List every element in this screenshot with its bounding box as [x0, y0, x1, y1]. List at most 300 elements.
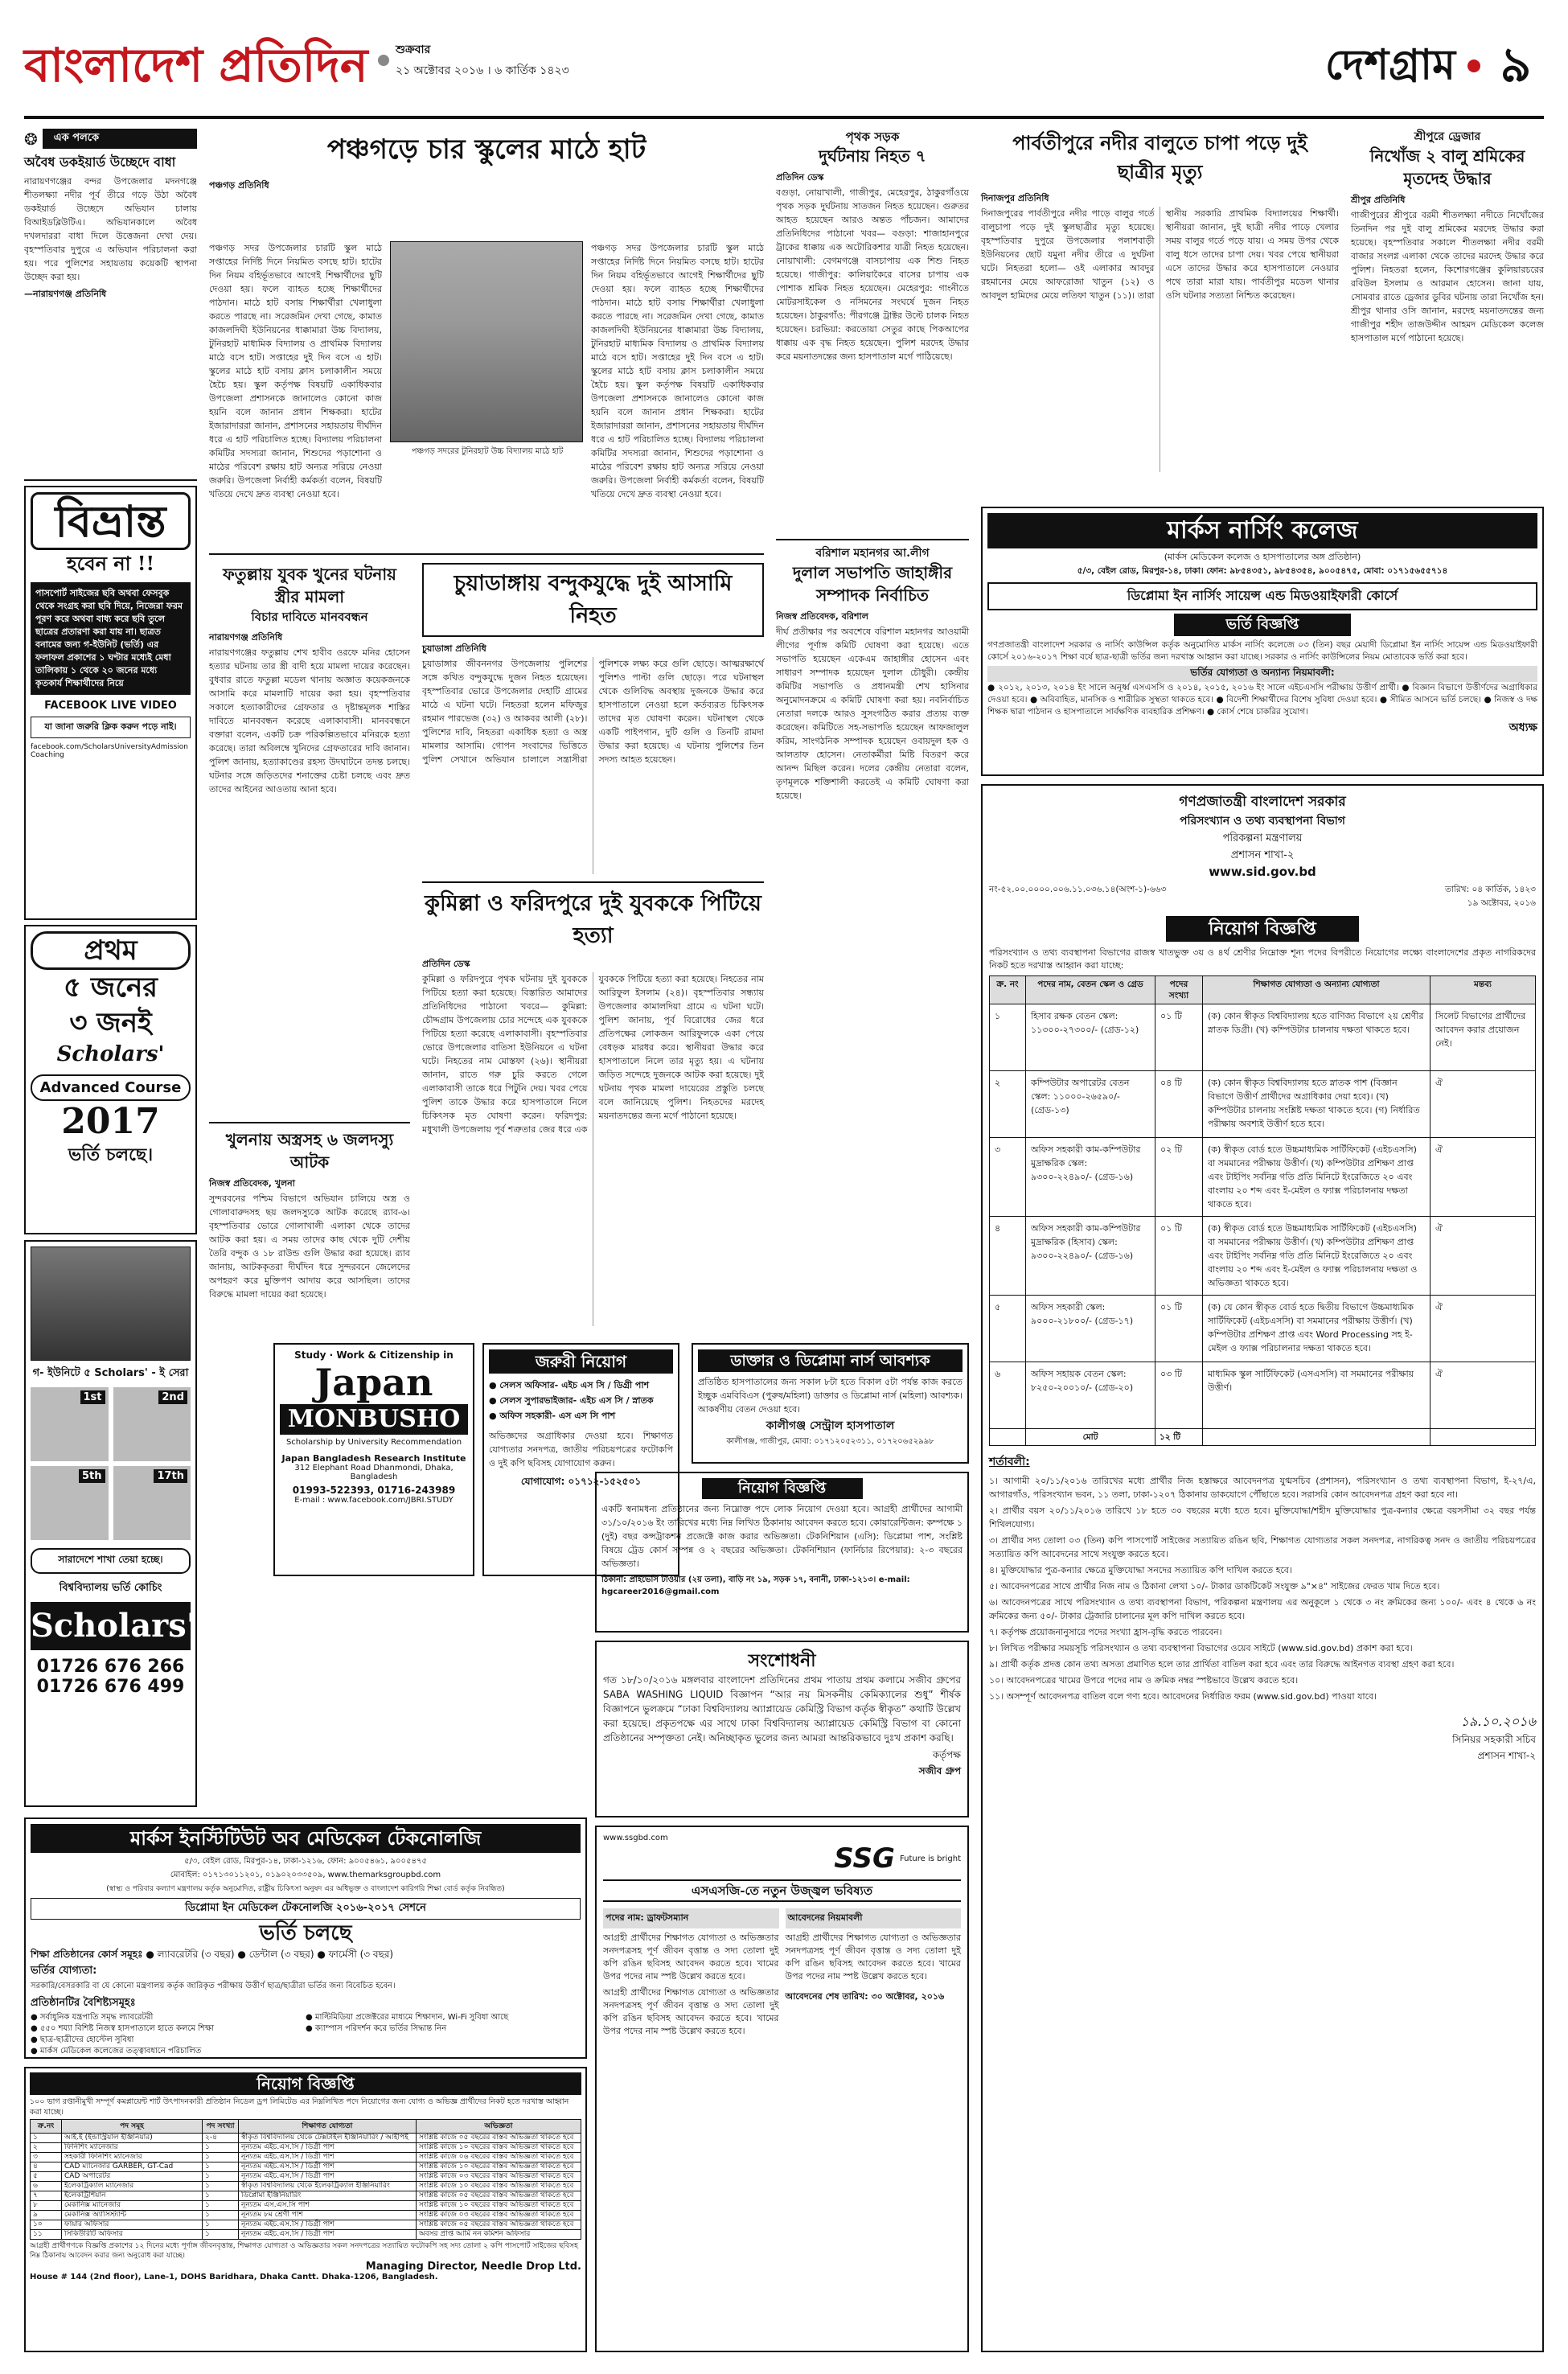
table-cell: (ক) কোন স্বীকৃত বিশ্ববিদ্যালয় হতে স্নাতক পাশ (বিজ্ঞান বিভাগে উত্তীর্ণ প্রার্থীদের অগ্রাধিকার দেয়া হবে)। (খ) কম্পিউটার চালনায় সংশ্লিষ্ট দক্ষতা থাকতে হবে। (গ) নির্ধারিত পরীক্ষায় অবশ্যই উত্তীর্ণ হতে হবে। [1203, 1071, 1430, 1138]
table-cell: ১০ [31, 2220, 62, 2230]
marks-nursing-subtitle: (মার্কস মেডিকেল কলেজ ও হাসপাতালের অঙ্গ প্রতিষ্ঠান) [1164, 552, 1361, 562]
col-header: পদের সংখ্যা [1155, 976, 1203, 1004]
govt-date [1445, 884, 1536, 911]
parbatipur-body: দিনাজপুরের পার্বতীপুরে নদীর পাড়ে বালুর গর্তে বালুচাপা পড়ে দুই স্কুলছাত্রীর মৃত্যু হয়েছে। বৃহস্পতিবার দুপুরে উপজেলার পলাশবাড়ী ইউনিয়নের ছোট যমুনা নদীর তীরে এ দুর্ঘটনা ঘটে। নিহতরা হলো— ওই এলাকার আবদুর রহমানের মেয়ে আফরোজা খাতুন (১২) ও আবদুল হামিদের মেয়ে লতিফা খাতুন (১১)। তারা স্থানীয় সরকারি প্রাথমিক বিদ্যালয়ের শিক্ষার্থী। স্থানীয়রা জানান, দুই ছাত্রী নদীর পাড়ে খেলার সময় বালুর গর্তে পড়ে যায়। এ সময় উপর থেকে বালু ধসে তাদের চাপা দেয়। খবর পেয়ে স্থানীয়রা এসে তাদের উদ্ধার করে হাসপাতালে নেওয়ার পথে তারা মারা যায়। পার্বতীপুর মডেল থানার ওসি ঘটনার সত্যতা নিশ্চিত করেছেন। [981, 208, 1339, 301]
table-row [31, 2211, 581, 2220]
terms-title: শর্তাবলী: [989, 1456, 1030, 1468]
marks-nursing-title: মার্কস নার্সিং কলেজ [987, 513, 1537, 548]
ssg-post-2: আবেদনের নিয়মাবলী [786, 1908, 962, 1928]
table-cell: ৬ [31, 2182, 62, 2191]
total-label: মোট [1026, 1429, 1155, 1446]
chuadanga-dateline: চুয়াডাঙ্গা প্রতিনিধি [422, 643, 486, 654]
table-cell: ৪ [31, 2162, 62, 2172]
ssg-body: আগ্রহী প্রার্থীদের শিক্ষাগত যোগ্যতা ও অভিজ্ঞতার সনদপত্রসহ পূর্ণ জীবন বৃত্তান্ত ও সদ্য তোলা দুই কপি রঙিন ছবিসহ আবেদন করতে হবে। খামের উপর পদের নাম স্পষ্ট উল্লেখ করতে হবে। [603, 1932, 779, 1982]
col-header: শিক্ষাগত যোগ্যতা [239, 2120, 417, 2134]
feat-item: ● মার্কস মেডিকেল কলেজের তত্ত্বাবধানে পরিচালিত [31, 2047, 202, 2056]
table-cell: ইলেকট্রিক্যাল ম্যানেজার [62, 2182, 203, 2191]
khulna-body: সুন্দরবনের পশ্চিম বিভাগে অভিযান চালিয়ে অস্ত্র ও গোলাবারুদসহ ছয় জলদস্যুকে আটক করেছে র‌্যাব-৬। বৃহস্পতিবার ভোরে গোলাখালী এলাকা থেকে তাদের আটক করা হয়। এ সময় তাদের কাছ থেকে দুটি দেশীয় তৈরি বন্দুক ও ১৮ রাউন্ড গুলি উদ্ধার করা হয়েছে। র‌্যাব জানায়, আটককৃতরা দীর্ঘদিন ধরে সুন্দরবনে জেলেদের অপহরণ করে মুক্তিপণ আদায় করে আসছিল। তাদের বিরুদ্ধে মামলা দায়ের করা হয়েছে। [209, 1193, 410, 1300]
table-cell: সংশ্লিষ্ট কাজে ০৫ বছরের বাস্তব অভিজ্ঞতা থাকতে হবে [416, 2191, 581, 2201]
marks-nursing-qual-title: ভর্তির যোগ্যতা ও অন্যান্য নিয়মাবলী: [987, 666, 1537, 682]
table-row [31, 2191, 581, 2201]
table-cell: অবসর প্রাপ্ত আর্মি নন কমিশন অফিসার [416, 2230, 581, 2240]
ek-polok-body: নারায়ণগঞ্জের বন্দর উপজেলার মদনগঞ্জে শীতলক্ষ্যা নদীর পূর্ব তীরে গড়ে উঠা অবৈধ ডকইয়ার্ড উচ্ছেদে অভিযান চালায় বিআইডব্লিউটিএ। অভিযানকালে অবৈধ দখলদাররা বাধা দিলে উত্তেজনা দেখা দেয়। বৃহস্পতিবার দুপুরে এ অভিযান পরিচালনা করা হয়। পরে পুলিশের সহায়তায় কয়েকটি স্থাপনা উচ্ছেদ করা হয়। [24, 176, 197, 282]
govt-sign-block [989, 1711, 1536, 1765]
table-row [990, 1296, 1536, 1362]
jorori-item-2: ● সেলস সুপারভাইজার- এইচ এস সি / স্নাতক [489, 1395, 654, 1406]
ssg-tagline: Future is bright [899, 1854, 961, 1863]
ek-polok-headline: অবৈধ ডকইয়ার্ড উচ্ছেদে বাধা [24, 154, 176, 170]
subjects-row [31, 1947, 581, 1961]
needle-table [30, 2119, 581, 2240]
col-header: ক্র.নং [31, 2120, 62, 2134]
lead-story [209, 129, 764, 547]
total-value: ১২ টি [1155, 1429, 1203, 1446]
table-cell: সিকিউরিটি অফিসার [62, 2230, 203, 2240]
term-item: ২। প্রার্থীর বয়স ২০/১১/২০১৬ তারিখে ১৮ হতে ৩০ বছরের মধ্যে হতে হবে। মুক্তিযোদ্ধা/শহীদ মুক্তিযোদ্ধার পুত্র-কন্যার ক্ষেত্রে বয়সসীমা ৩২ বছর পর্যন্ত শিথিলযোগ্য। [989, 1505, 1536, 1530]
ssg-post-1: পদের নাম: ড্রাফটসম্যান [603, 1908, 779, 1928]
terms-list [989, 1474, 1536, 1703]
jorori-item-3: ● অফিস সহকারী- এস এস সি পাশ [489, 1411, 616, 1421]
table-row [990, 1004, 1536, 1071]
table-cell: সংশ্লিষ্ট কাজে ০৬ বছরের বাস্তব অভিজ্ঞতা থাকতে হবে [416, 2153, 581, 2162]
term-item: ১। আগামী ২০/১১/২০১৬ তারিখের মধ্যে প্রার্থীর নিজ হস্তাক্ষরে আবেদনপত্র যুগ্মসচিব (প্রশাসন), পরিসংখ্যান ও তথ্য ব্যবস্থাপনা বিভাগ, ই-২৭/এ, আগারগাঁও, পরিসংখ্যান ভবন, ১১ তলা, ঢাকা-১২০৭ ঠিকানায় ডাকযোগে পৌঁছাতে হবে। সরাসরি কোন আবেদনপত্র গ্রহণ করা হবে না। [989, 1476, 1536, 1500]
marks-nursing-address[interactable]: ৫/৩, বেইল রোড, মিরপুর-১৪, ঢাকা। ফোন: ৯৮৫৪৩৫১, ৯৮৫৪৩৫৪, ৯০০৫৪৭৫, মোবা: ০১৭১৫৬৫৫৭১৪ [1077, 566, 1448, 576]
table-cell: সংশ্লিষ্ট কাজে ০৩ বছরের বাস্তব অভিজ্ঞতা থাকতে হবে [416, 2211, 581, 2220]
col-header: মন্তব্য [1430, 976, 1536, 1004]
table-cell: (ক) যে কোন স্বীকৃত বোর্ড হতে দ্বিতীয় বিভাগে উচ্চমাধ্যমিক সার্টিফিকেট (এইচএসসি) বা সমমানের পরীক্ষায় উত্তীর্ণ। (খ) কম্পিউটার প্রশিক্ষণ প্রাপ্ত এবং Word Processing সহ ই-মেইল ও ফ্যাক্স পরিচালনার দক্ষতা থাকতে হবে। [1203, 1296, 1430, 1362]
bibhranto-cta[interactable]: যা জানা জরুরি ক্লিক করুন পড়ে নাই। [31, 717, 191, 738]
ssg-logo-row [603, 1842, 961, 1875]
japan-phone[interactable]: 01993-522393, 01716-243989 [292, 1485, 456, 1496]
prothom-line3: ৩ জনই [69, 1007, 152, 1039]
khulna-dateline: নিজস্ব প্রতিবেদক, খুলনা [209, 1178, 295, 1189]
col-header: শিক্ষাগত যোগ্যতা ও অন্যান্য যোগ্যতা [1203, 976, 1430, 1004]
col-header: ক্র. নং [990, 976, 1026, 1004]
table-row [990, 1217, 1536, 1296]
table-cell: ১ [203, 2162, 239, 2172]
needle-sign: Managing Director, Needle Drop Ltd. [365, 2261, 581, 2273]
needle-addr: House # 144 (2nd floor), Lane-1, DOHS Baridhara, Dhaka Cantt. Dhaka-1206, Bangladesh. [30, 2273, 438, 2282]
jorori-item-1: ● সেলস অফিসার- এইচ এস সি / ডিগ্রী পাশ [489, 1380, 650, 1390]
parbatipur-story [981, 129, 1339, 499]
table-row [31, 2143, 581, 2153]
chuadanga-story [422, 563, 764, 877]
marks-nursing-sign: অধ্যক্ষ [1508, 721, 1537, 734]
marks-institute-ad [24, 1817, 587, 2059]
table-cell: সংশ্লিষ্ট কাজে ১০ বছরের বাস্তব অভিজ্ঞতা থাকতে হবে [416, 2182, 581, 2191]
table-cell: নূন্যতম ৮ম শ্রেণী পাশ [239, 2211, 417, 2220]
table-cell: নূন্যতম এইচ.এস.সি / ডিগ্রী পাশ [239, 2162, 417, 2172]
chuadanga-headline[interactable]: চুয়াডাঙ্গায় বন্দুকযুদ্ধে দুই আসামি নিহত [422, 563, 764, 637]
marks-institute-admit: ভর্তি চলছে [259, 1921, 352, 1945]
govt-notice [981, 784, 1544, 2352]
govt-line2: পরিসংখ্যান ও তথ্য ব্যবস্থাপনা বিভাগ [1180, 815, 1345, 828]
newspaper-logo[interactable]: বাংলাদেশ প্রতিদিন [24, 38, 368, 92]
songshodhoni-sign: কর্তৃপক্ষ [932, 1749, 961, 1760]
feat-list [31, 2012, 581, 2057]
table-cell: ০২ টি [1155, 1138, 1203, 1217]
table-cell: ডিপ্লোমা ইঞ্জিনিয়ারিং [239, 2191, 417, 2201]
bibhranto-body: পাসপোর্ট সাইজের ছবি অথবা ফেসবুক থেকে সংগ্রহ করা ছবি দিয়ে, নিজেরা ফরম পূরণ করে অথবা বাধ্য করে ছবি তুলে ছাত্রের প্রতারণা করা যায় না। ছাত্রত বনামের জন্য গ-ইউনিট (ভর্তি) এর ফলাফল প্রকাশের ১ ঘণ্টার মধ্যেই মেধা তালিকায় ১ থেকে ২০ জনের মধ্যে কৃতকার্য শিক্ষার্থীদের নিয়ে [31, 582, 191, 695]
feat-item: ● ৫৫০ শয্যা বিশিষ্ট নিজস্ব হাসপাতালে হাতে কলমে শিক্ষা [31, 2024, 214, 2033]
prithok-story [776, 129, 969, 531]
table-cell: ৫ [990, 1296, 1026, 1362]
comilla-headline[interactable]: কুমিল্লা ও ফরিদপুরে দুই যুবককে পিটিয়ে হত্যা [425, 891, 761, 948]
table-row [31, 2230, 581, 2240]
doctor-org: কালীগঞ্জ সেন্ট্রাল হাসপাতাল [766, 1419, 895, 1432]
table-cell: ৮ [31, 2201, 62, 2211]
table-cell: সংশ্লিষ্ট কাজে ০৫ বছরের বাস্তব অভিজ্ঞতা থাকতে হবে [416, 2220, 581, 2230]
table-cell: ৪ [990, 1217, 1026, 1296]
table-cell: ৬ [990, 1362, 1026, 1429]
term-item: ৯। প্রার্থী কর্তৃক প্রদত্ত কোন তথ্য অসত্য প্রমাণিত হলে তার প্রার্থিতা বাতিল করা হবে এবং তার বিরুদ্ধে আইনগত ব্যবস্থা গ্রহণ করা হবে। [989, 1659, 1455, 1670]
table-row [990, 1138, 1536, 1217]
bibhranto-title: বিভ্রান্ত [31, 492, 191, 550]
feat-item: ● ক্যাম্পাস পরিদর্শন করে ভর্তির সিদ্ধান্ত নিন [306, 2024, 447, 2033]
govt-intro: পরিসংখ্যান ও তথ্য ব্যবস্থাপনা বিভাগের রাজস্ব খাতভুক্ত ৩য় ও ৪র্থ শ্রেণীর নিম্নোক্ত শূন্য পদের বিপরীতে নিয়োগের লক্ষ্যে বাংলাদেশের প্রকৃত নাগরিকদের নিকট হতে দরখাস্ত আহ্বান করা যাচ্ছে: [989, 947, 1536, 971]
subjects-list: ● ল্যাবরেটরি (৩ বছর) ● ডেন্টাল (৩ বছর) ● ফার্মেসী (৩ বছর) [146, 1949, 394, 1960]
table-cell: ইলেকট্রিশিয়ান [62, 2191, 203, 2201]
issue-day: শুক্রবার [396, 43, 431, 56]
table-cell: ৩ [990, 1138, 1026, 1217]
govt-web[interactable]: www.sid.gov.bd [1209, 865, 1316, 879]
term-item: ১১। অসম্পূর্ণ আবেদনপত্র বাতিল বলে গণ্য হবে। আবেদনের নির্ধারিত ফরম (www.sid.gov.bd) পাওয়া যাবে। [989, 1691, 1377, 1702]
toppers-grid [31, 1387, 191, 1540]
table-cell: মেকানিক্স ম্যানেজার [62, 2201, 203, 2211]
prothom-ad [24, 925, 197, 1234]
table-cell: সংশ্লিষ্ট কাজে ০৫ বছরের বাস্তব অভিজ্ঞতা থাকতে হবে [416, 2134, 581, 2143]
course-name: Advanced Course [31, 1074, 191, 1101]
swirl-icon: ❂ [24, 129, 38, 149]
term-item: ৪। মুক্তিযোদ্ধার পুত্র-কন্যার ক্ষেত্রে মুক্তিযোদ্ধা সনদের সত্যায়িত কপি দাখিল করতে হবে। [989, 1565, 1292, 1575]
marks-institute-note: (স্বাস্থ্য ও পরিবার কল্যাণ মন্ত্রণালয় কর্তৃক অনুমোদিত, রাষ্ট্রীয় চিকিৎসা অনুষদ এর অধিভুক্ত ও বাংলাদেশ কারিগরি শিক্ষা বোর্ড কর্তৃক নিবন্ধিত) [106, 1885, 505, 1893]
govt-sign: সিনিয়র সহকারী সচিব [1452, 1734, 1536, 1745]
songshodhoni-title: সংশোধনী [748, 1650, 816, 1671]
term-item: ৫। আবেদনপত্রের সাথে প্রার্থীর নিজ নাম ও ঠিকানা লেখা ১০/- টাকার ডাকটিকেট সংযুক্ত ৯"×৪" সাইজের ফেরত খাম দিতে হবে। [989, 1581, 1440, 1592]
fotullah-subtitle: বিচার দাবিতে মানববন্ধন [251, 610, 368, 624]
govt-date-2: ১৯ অক্টোবর, ২০১৬ [1467, 898, 1536, 908]
table-cell: ১ [203, 2211, 239, 2220]
jorori-contact[interactable]: যোগাযোগ: ০১৭১২-১৫২৫০১ [520, 1476, 642, 1487]
marks-institute-web[interactable]: মোবাইল: ০১৭১৩০১১২০১, ০১৯০২০৩৩৫০৯, www.themarksgroupbd.com [170, 1871, 441, 1879]
niyog-small-body: একটি স্বনামধন্য প্রতিষ্ঠানের জন্য নিম্নোক্ত পদে লোক নিয়োগ দেওয়া হবে। আগ্রহী প্রার্থীদের আগামী ৩১/১০/২০১৬ ইং তারিখের মধ্যে নিম্ন লিখিত ঠিকানায় আবেদন করতে হবে। কোয়ারেন্টিজন: কম্পক্ষে ১ (দুই) বছর কন্সট্রাকশন প্রজেক্টে কাজ করার অভিজ্ঞতা। টেকনিশিয়ান (এসি): ডিপ্লোমা পাশ, সংশ্লিষ্ট বিষয়ে ট্রেড কোর্স সম্পন্ন ও ২ বছরের অভিজ্ঞতা। টেকনিশিয়ান (ফার্নিচার রিপেয়ার): ২-৩ বছরের অভিজ্ঞতা। [601, 1504, 963, 1569]
sreepur-story [1351, 129, 1544, 499]
signature: ১৯.১০.২০১৬ [1460, 1714, 1536, 1729]
ssg-body-3: আগ্রহী প্রার্থীদের শিক্ষাগত যোগ্যতা ও অভিজ্ঞতার সনদপত্রসহ পূর্ণ জীবন বৃত্তান্ত ও সদ্য তোলা দুই কপি রঙিন ছবিসহ আবেদন করতে হবে। খামের উপর পদের নাম স্পষ্ট উল্লেখ করতে হবে। [785, 1932, 961, 1982]
table-cell: ১ [203, 2220, 239, 2230]
ssg-website[interactable]: www.ssgbd.com [603, 1834, 668, 1842]
table-cell: ৯ [31, 2211, 62, 2220]
doctor-ad [692, 1343, 969, 1464]
barishal-headline[interactable]: দুলাল সভাপতি জাহাঙ্গীর সম্পাদক নির্বাচিত [792, 563, 953, 605]
needle-drop-ad [24, 2067, 587, 2352]
needle-footer: আগ্রহী প্রার্থীগণকে বিজ্ঞপ্তি প্রকাশের ১২ দিনের মধ্যে পূর্ণাঙ্গ জীবনবৃত্তান্ত, শিক্ষাগত যোগ্যতা ও অভিজ্ঞতার সকল সনদপত্রের সত্যায়িত ফটোকপি সহ সদ্য তোলা ২ কপি পাসপোর্ট সাইজের ছবিসহ নিম্ন ঠিকানায় আবেদন করার জন্য অনুরোধ করা যাচ্ছে। [30, 2242, 578, 2260]
niyog-small-title: নিয়োগ বিজ্ঞপ্তি [702, 1478, 863, 1499]
feat-item: ● সর্বাধুনিক যন্ত্রপাতি সমৃদ্ধ ল্যাবরেটরী [31, 2013, 154, 2022]
ssg-deadline: আবেদনের শেষ তারিখ: ৩০ অক্টোবর, ২০১৬ [785, 1991, 945, 2002]
barishal-story [776, 539, 969, 1335]
photo-caption: পঞ্চগড় সদরের টুনিরহাট উচ্চ বিদ্যালয় মাঠে হাট [411, 447, 564, 456]
table-cell: অফিস সহকারী কাম-কম্পিউটার মুদ্রাক্ষরিক (হিসাব) স্কেল: ৯৩০০-২২৪৯০/- (গ্রেড-১৬) [1026, 1217, 1155, 1296]
table-cell: স্বীকৃত বিশ্ববিদ্যালয় থেকে ইলেকট্রিক্যাল ইঞ্জিনিয়ারিং [239, 2182, 417, 2191]
jorori-body: অভিজ্ঞদের অগ্রাধিকার দেওয়া হবে। শিক্ষাগত যোগ্যতার সনদপত্র, জাতীয় পরিচয়পত্রের ফটোকপি ও দুই কপি ছবিসহ যোগাযোগ করুন। [489, 1431, 673, 1468]
japan-addr: 312 Elephant Road Dhanmondi, Dhaka, Bangladesh [294, 1464, 454, 1481]
barishal-kicker: বরিশাল মহানগর আ.লীগ [815, 547, 930, 560]
needle-title: নিয়োগ বিজ্ঞপ্তি [30, 2072, 581, 2095]
govt-line4: প্রশাসন শাখা-২ [1230, 849, 1295, 861]
table-cell: আই.ই (ইন্ডাস্ট্রিয়াল ইঞ্জিনিয়ার) [62, 2134, 203, 2143]
divider [209, 553, 764, 555]
fotullah-dateline: নারায়ণগঞ্জ প্রতিনিধি [209, 632, 283, 643]
marks-nursing-admit: ভর্তি বিজ্ঞপ্তি [1174, 614, 1351, 636]
ssg-col-left [603, 1908, 779, 2038]
barishal-body: দীর্ঘ প্রতীক্ষার পর অবশেষে বরিশাল মহানগর আওয়ামী লীগের পূর্ণাঙ্গ কমিটি ঘোষণা করা হয়েছে। এতে সভাপতি হয়েছেন একেএম জাহাঙ্গীর হোসেন এবং সাধারণ সম্পাদক হয়েছেন দুলাল চৌধুরী। কেন্দ্রীয় কমিটির সভাপতি ও প্রধানমন্ত্রী শেখ হাসিনার অনুমোদনক্রমে এ কমিটি ঘোষণা করা হয়। নবনির্বাচিত নেতারা দলকে আরও সুসংগঠিত করার প্রত্যয় ব্যক্ত করেছেন। কমিটিতে সহ-সভাপতি হয়েছেন আফজালুল করিম, সাংগঠনিক সম্পাদক হয়েছেন ওবায়দুল হক ও আলতাফ হোসেন। নেতাকর্মীরা মিষ্টি বিতরণ করে আনন্দ মিছিল করেন। দলের কেন্দ্রীয় নেতারা বলেন, তৃণমূলকে শক্তিশালী করতেই এ কমিটি ঘোষণা করা হয়েছে। [776, 626, 969, 801]
table-cell: CAD অপারেটর [62, 2172, 203, 2182]
songshodhoni-body: গত ১৮/১০/২০১৬ মঙ্গলবার বাংলাদেশ প্রতিদিনের প্রথম পাতায় প্রথম কলামে সজীব গ্রুপের SABA WASHING LIQUID বিজ্ঞাপন “আর নয় মিসকনীয় কেমিক্যালের শুধু” শীর্ষক বিজ্ঞাপনে ভুলক্রমে “ঢাকা বিশ্ববিদ্যালয় অ্যাপ্লায়েড কেমিস্ট্রি বিভাগ কর্তৃক স্বীকৃত” কথাটি উল্লেখ করা হয়েছে। প্রকৃতপক্ষে এর সাথে ঢাকা বিশ্ববিদ্যালয় অ্যাপ্লায়েড কেমিস্ট্রি বিভাগ বা কোনো প্রতিষ্ঠানের সম্পৃক্ততা নেই। অনিচ্ছাকৃত ভুলের জন্য আমরা আন্তরিকভাবে দুঃখ প্রকাশ করছি। [603, 1674, 961, 1744]
monbusho-sub: Scholarship by University Recommendation [285, 1438, 462, 1447]
prothom-line2: ৫ জনের [64, 971, 158, 1004]
table-row [990, 1071, 1536, 1138]
red-dot-icon [1467, 60, 1480, 72]
table-cell: ফিনিশিং ম্যানেজার [62, 2143, 203, 2153]
scholars-ad [24, 1240, 197, 1807]
facebook-live: FACEBOOK LIVE VIDEO [44, 700, 177, 712]
table-cell: ২ [31, 2143, 62, 2153]
feat-item: ● ছাত্র-ছাত্রীদের হোস্টেল সুবিধা [31, 2035, 134, 2044]
table-cell: ১ [31, 2134, 62, 2143]
fotullah-headline[interactable]: ফতুল্লায় যুবক খুনের ঘটনায় স্ত্রীর মামলা [223, 565, 396, 606]
table-cell: ১ [203, 2172, 239, 2182]
divider [24, 479, 197, 481]
ssg-body-2: আগ্রহী প্রার্থীদের শিক্ষাগত যোগ্যতা ও অভিজ্ঞতার সনদপত্রসহ পূর্ণ জীবন বৃত্তান্ত ও সদ্য তোলা দুই কপি রঙিন ছবিসহ আবেদন করতে হবে। খামের উপর পদের নাম স্পষ্ট উল্লেখ করতে হবে। [603, 1987, 779, 2036]
table-cell: ২-৪ [203, 2134, 239, 2143]
table-cell: ৩ [31, 2153, 62, 2162]
japan-email[interactable]: E-mail : www.facebook.com/JBRI.STUDY [294, 1496, 454, 1505]
table-cell: ১১ [31, 2230, 62, 2240]
page-number: ৯ [1500, 37, 1532, 93]
marks-institute-address: ৫/৩, বেইল রোড, মিরপুর-১৪, ঢাকা-১২১৬, ফোন: ৯০০৫৪৬১, ৯০০৫৪৭৫ [184, 1857, 427, 1866]
songshodhoni-org: সজীব গ্রুপ [918, 1765, 961, 1776]
bibhranto-ad [24, 486, 197, 920]
table-cell: সহকারী ফিনিশিং ম্যানেজার [62, 2153, 203, 2162]
prothom-line1: প্রথম [31, 931, 191, 970]
phone-1[interactable]: 01726 676 266 [36, 1657, 185, 1677]
table-row [31, 2182, 581, 2191]
marks-nursing-course: ডিপ্লোমা ইন নার্সিং সায়েন্স এন্ড মিডওয়াইফারী কোর্সে [987, 582, 1537, 610]
table-cell: ঐ [1430, 1296, 1536, 1362]
table-cell: নূন্যতম এইচ.এস.সি / ডিগ্রী পাশ [239, 2153, 417, 2162]
table-cell: স্বীকৃত বিশ্ববিদ্যালয় থেকে টেক্সটাইল ইঞ্জিনিয়ারিং / আইপিই [239, 2134, 417, 2143]
marks-nursing-ad [981, 507, 1544, 776]
table-cell: নূন্যতম এইচ.এস.সি / ডিগ্রী পাশ [239, 2220, 417, 2230]
col-header: পদের নাম, বেতন স্কেল ও গ্রেড [1026, 976, 1155, 1004]
table-row [31, 2201, 581, 2211]
table-cell: অফিস সহকারী স্কেল: ৯০০০-২১৮০০/- (গ্রেড-১৭) [1026, 1296, 1155, 1362]
prithok-body: বগুড়া, নোয়াখালী, গাজীপুর, মেহেরপুর, ঠাকুরগাঁওয়ে পৃথক সড়ক দুর্ঘটনায় সাতজন নিহত হয়েছেন। গুরুতর আহত হয়েছেন আরও অন্তত পাঁচজন। আমাদের প্রতিনিধিদের পাঠানো খবর— বগুড়া: শাজাহানপুরে ট্রাকের ধাক্কায় এক অটোরিকশার যাত্রী নিহত হয়েছেন। নোয়াখালী: বেগমগঞ্জে বাসচাপায় এক শিশু নিহত হয়েছে। গাজীপুর: কালিয়াকৈরে বাসের চাপায় এক পোশাক শ্রমিক নিহত হয়েছেন। মেহেরপুর: গাংনীতে মোটরসাইকেল ও নসিমনের সংঘর্ষে দুজন নিহত হয়েছেন। ঠাকুরগাঁও: পীরগঞ্জে ট্রাক্টর উল্টে চালক নিহত হয়েছেন। চরভিয়া: করতোয়া সেতুর কাছে পিকআপের ধাক্কায় এক বৃদ্ধ নিহত হয়েছেন। পুলিশ মরদেহ উদ্ধার করে ময়নাতদন্তের জন্য হাসপাতাল মর্গে পাঠিয়েছে। [776, 187, 969, 362]
topper-1: 1st [31, 1387, 109, 1461]
table-cell: ০১ টি [1155, 1217, 1203, 1296]
lead-body-left: পঞ্চগড় সদর উপজেলার চারটি স্কুল মাঠে সপ্তাহের নির্দিষ্ট দিনে নিয়মিত বসছে হাট। হাটের দিন নিয়ম বহির্ভূতভাবে আগেই শিক্ষার্থীদের ছুটি দেওয়া হয়। ফলে ব্যাহত হচ্ছে শিক্ষার্থীদের পাঠদান। মাঠে হাট বসায় শিক্ষার্থীরা খেলাধুলা করতে পারছে না। সরেজমিন দেখা গেছে, কামাত কাজলদিঘী ইউনিয়নের ধাক্কামারা উচ্চ বিদ্যালয়, টুনিরহাট মাধ্যমিক বিদ্যালয় ও প্রাথমিক বিদ্যালয় মাঠে বসে হাট। সপ্তাহের দুই দিন বসে এ হাট। স্কুলের মাঠে হাট বসায় ক্লাস চলাকালীন সময়ে হৈচৈ হয়। স্কুল কর্তৃপক্ষ বিষয়টি একাধিকবার উপজেলা প্রশাসনকে জানালেও কোনো কাজ হয়নি বলে জানান প্রধান শিক্ষকরা। হাটের ইজারাদাররা জানান, প্রশাসনের সহায়তায় দীর্ঘদিন ধরে এ হাট পরিচালিত হচ্ছে। বিদ্যালয় পরিচালনা কমিটির সদস্যরা জানান, শিশুদের পড়াশোনা ও মাঠের পরিবেশ রক্ষায় হাট অন্যত্র সরিয়ে নেওয়া জরুরি। উপজেলা নির্বাহী কর্মকর্তা বলেন, বিষয়টি খতিয়ে দেখে দ্রুত ব্যবস্থা নেওয়া হবে। [209, 243, 382, 499]
sreepur-dateline: শ্রীপুর প্রতিনিধি [1351, 195, 1406, 205]
govt-line1: গণপ্রজাতন্ত্রী বাংলাদেশ সরকার [1179, 794, 1346, 810]
japan-ad [273, 1343, 474, 1576]
table-cell: মেকানিক্স অ্যাসিস্ট্যান্ট [62, 2211, 203, 2220]
table-cell: অফিস সহায়ক বেতন স্কেল: ৮২৫০-২০০১০/- (গ্রেড-২০) [1026, 1362, 1155, 1429]
issue-date: ২১ অক্টোবর ২০১৬ । ৬ কার্তিক ১৪২৩ [396, 64, 569, 77]
prithok-headline[interactable]: দুর্ঘটনায় নিহত ৭ [819, 146, 926, 166]
topper-3: 5th [31, 1466, 109, 1540]
term-item: ৮। লিখিত পরীক্ষার সময়সূচি পরিসংখ্যান ও তথ্য ব্যবস্থাপনা বিভাগের ওয়েব সাইটে (www.sid.gov.bd) প্রকাশ করা হবে। [989, 1643, 1413, 1653]
scholars-logo: Scholars' [31, 1602, 191, 1650]
jorori-title: জরুরী নিয়োগ [489, 1349, 673, 1374]
songshodhoni [595, 1641, 969, 1817]
col-header: অভিজ্ঞতা [416, 2120, 581, 2134]
table-cell: কম্পিউটার অপারেটর বেতন স্কেল: ১১০০০-২৬৫৯০/- (গ্রেড-১৩) [1026, 1071, 1155, 1138]
divider [422, 881, 764, 883]
table-cell: ১ [203, 2182, 239, 2191]
table-row [31, 2220, 581, 2230]
topper-2: 2nd [113, 1387, 191, 1461]
marks-institute-title: মার্কস ইনস্টিটিউট অব মেডিকেল টেকনোলজি [31, 1824, 581, 1853]
table-cell: ১ [203, 2191, 239, 2201]
course-year: 2017 [61, 1101, 160, 1142]
ssg-col-right [786, 1908, 962, 2038]
marks-institute-course: ডিপ্লোমা ইন মেডিকেল টেকনোলজি ২০১৬-২০১৭ সেশনে [31, 1898, 581, 1920]
scholars-brand: Scholars' [56, 1042, 165, 1066]
ssg-headline: এসএসজি-তে নতুন উজ্জ্বল ভবিষ্যত [603, 1879, 961, 1902]
japan-org: Japan Bangladesh Research Institute [281, 1453, 466, 1464]
table-cell: ০১ টি [1155, 1004, 1203, 1071]
doctor-addr[interactable]: কালীগঞ্জ, গাজীপুর, মোবা: ০১৭১২০৫২৩১১, ০১৭২০৬৫২৯৯৮ [726, 1437, 934, 1446]
table-cell: ০৪ টি [1155, 1071, 1203, 1138]
table-cell: CAD ম্যানেজার GARBER, GT-Cad [62, 2162, 203, 2172]
table-row [31, 2172, 581, 2182]
bibhranto-subtitle: হবেন না !! [66, 552, 154, 575]
comilla-dateline: প্রতিদিন ডেস্ক [422, 959, 470, 969]
ssg-ad [595, 1826, 969, 2352]
table-cell: ১ [203, 2201, 239, 2211]
table-cell: সংশ্লিষ্ট কাজে ১০ বছরের বাস্তব অভিজ্ঞতা থাকতে হবে [416, 2201, 581, 2211]
lead-headline[interactable]: পঞ্চগড়ে চার স্কুলের মাঠে হাট [326, 133, 646, 166]
govt-line3: পরিকল্পনা মন্ত্রণালয় [1222, 832, 1303, 844]
prithok-dateline: প্রতিদিন ডেস্ক [776, 172, 824, 183]
topper-4: 17th [113, 1466, 191, 1540]
prithok-kicker: পৃথক সড়ক [845, 129, 900, 144]
lead-photo [390, 241, 583, 456]
section-title: দেশগ্রাম [1324, 40, 1455, 89]
sreepur-headline[interactable]: নিখোঁজ ২ বালু শ্রমিকের মৃতদেহ উদ্ধার [1369, 146, 1525, 188]
monbusho: MONBUSHO [280, 1404, 468, 1435]
branch-slogan: সারাদেশে শাখা তেয়া হচ্ছে। [31, 1548, 191, 1574]
govt-date-1: তারিখ: ০৪ কার্তিক, ১৪২৩ [1444, 885, 1536, 894]
barishal-dateline: নিজস্ব প্রতিবেদক, বরিশাল [776, 611, 868, 622]
table-cell: সিলেট বিভাগের প্রার্থীদের আবেদন করার প্রয়োজন নেই। [1430, 1004, 1536, 1071]
phone-2[interactable]: 01726 676 499 [36, 1677, 185, 1697]
table-cell: নূন্যতম এইচ.এস.সি / ডিগ্রী পাশ [239, 2172, 417, 2182]
bullet-dot-icon [378, 55, 389, 66]
admission-label: বিশ্ববিদ্যালয় ভর্তি কোচিং [59, 1582, 162, 1594]
table-cell: মাধ্যমিক স্কুল সার্টিফিকেট (এসএসসি) বা সমমানের পরীক্ষায় উত্তীর্ণ। [1203, 1362, 1430, 1429]
japan-country: Japan [314, 1361, 433, 1404]
sreepur-body: গাজীপুরের শ্রীপুরে বরমী শীতলক্ষ্যা নদীতে নিখোঁজের তিনদিন পর দুই বালু শ্রমিকের মরদেহ উদ্ধার করা হয়েছে। বৃহস্পতিবার সকালে শীতলক্ষ্যা নদীর বরমী বাজার সংলগ্ন এলাকা থেকে তাদের মরদেহ উদ্ধার করে পুলিশ। নিহতরা হলেন, কিশোরগঞ্জের কুলিয়ারচরের রবিউল ইসলাম ও আরমান হোসেন। জানা যায়, সোমবার রাতে ড্রেজার ডুবির ঘটনায় তারা নিখোঁজ হন। শ্রীপুর থানার ওসি জানান, মরদেহ ময়নাতদন্তের জন্য গাজীপুর শহীদ তাজউদ্দীন আহমদ মেডিকেল কলেজ হাসপাতাল মর্গে পাঠানো হয়েছে। [1351, 210, 1544, 343]
table-row [990, 1362, 1536, 1429]
table-cell: (ক) কোন স্বীকৃত বিশ্ববিদ্যালয় হতে বাণিজ্য বিভাগে ২য় শ্রেণীর স্নাতক ডিগ্রী। (খ) কম্পিউটার চালনায় দক্ষতা থাকতে হবে। [1203, 1004, 1430, 1071]
table-cell: নূন্যতম এইচ.এস.সি / ডিগ্রী পাশ [239, 2230, 417, 2240]
table-cell: ফায়ার অফিসার [62, 2220, 203, 2230]
khulna-story [209, 1122, 410, 1339]
table-cell: ১ [990, 1004, 1026, 1071]
term-item: ৩। প্রার্থীর সদ্য তোলা ০৩ (তিন) কপি পাসপোর্ট সাইজের সত্যায়িত রঙিন ছবি, শিক্ষাগত যোগ্যতার সকল সনদপত্র, নাগরিকত্ব সনদ ও জাতীয় পরিচয়পত্রের সত্যায়িত কপি আবেদনের সাথে সংযুক্ত করতে হবে। [989, 1535, 1536, 1559]
feat-label: প্রতিষ্ঠানটির বৈশিষ্ট্যসমূহঃ [31, 1997, 136, 2009]
table-cell: নূন্যতম এইচ.এস.সি / ডিগ্রী পাশ [239, 2143, 417, 2153]
sreepur-kicker: শ্রীপুরে ড্রেজার [1414, 130, 1481, 143]
table-cell: ১ [203, 2153, 239, 2162]
table-row [31, 2162, 581, 2172]
table-row [31, 2134, 581, 2143]
ek-polok [24, 129, 197, 474]
enroll-text: ভর্তি চলছে। [68, 1144, 154, 1165]
govt-title: নিয়োগ বিজ্ঞপ্তি [1166, 916, 1359, 942]
govt-table [989, 975, 1536, 1446]
parbatipur-dateline: দিনাজপুর প্রতিনিধি [981, 193, 1049, 203]
fotullah-story [209, 563, 410, 1110]
table-cell: (ক) স্বীকৃত বোর্ড হতে উচ্চমাধ্যমিক সার্টিফিকেট (এইচএসসি) বা সমমানের পরীক্ষায় উত্তীর্ণ। (খ) কম্পিউটার প্রশিক্ষণ প্রাপ্ত এবং টাইপিং সর্বনিম্ন গতি প্রতি মিনিটে ইংরেজিতে ২০ এবং বাংলায় ২০ শব্দ এবং ই-মেইল ও ফ্যাক্স পরিচালনায় দক্ষতা ও অভিজ্ঞতা থাকতে হবে। [1203, 1217, 1430, 1296]
subjects-label: শিক্ষা প্রতিষ্ঠানের কোর্স সমূহঃ [31, 1949, 143, 1960]
table-cell: নূন্যতম এস.এস.সি পাশ [239, 2201, 417, 2211]
govt-sign-2: প্রশাসন শাখা-২ [1477, 1750, 1536, 1761]
col-header: পদ সমূহ [62, 2120, 203, 2134]
ssg-columns [603, 1908, 961, 2038]
niyog-small-ad [595, 1472, 969, 1633]
govt-memo-row [989, 884, 1536, 911]
comilla-story [422, 888, 764, 1338]
table-cell: অফিস সহকারী কাম-কম্পিউটার মুদ্রাক্ষরিক স্কেল: ৯৩০০-২২৪৯০/- (গ্রেড-১৬) [1026, 1138, 1155, 1217]
col-header: পদ সংখ্যা [203, 2120, 239, 2134]
table-cell: ঐ [1430, 1071, 1536, 1138]
table-row [31, 2153, 581, 2162]
fotullah-body: নারায়ণগঞ্জের ফতুল্লায় শেখ হাবীব ওরফে মনির হোসেন হত্যার ঘটনায় তার স্ত্রী বাদী হয়ে মামলা দায়ের করেছেন। বুধবার রাতে ফতুল্লা মডেল থানায় অজ্ঞাত কয়েকজনকে আসামি করে মামলাটি দায়ের করা হয়। বৃহস্পতিবার সকালে হত্যাকারীদের গ্রেফতার ও দৃষ্টান্তমূলক শাস্তির দাবিতে মানববন্ধন করেছে এলাকাবাসী। মানববন্ধনে বক্তারা বলেন, একটি চক্র পরিকল্পিতভাবে মনিরকে হত্যা করেছে। তারা অবিলম্বে খুনিদের গ্রেফতারের দাবি জানান। পুলিশ জানায়, হত্যাকাণ্ডের রহস্য উদঘাটনে তদন্ত চলছে। ঘটনার সঙ্গে জড়িতদের শনাক্তের চেষ্টা চলছে এবং দ্রুত তাদের আইনের আওতায় আনা হবে। [209, 647, 410, 795]
marks-nursing-body: গণপ্রজাতন্ত্রী বাংলাদেশ সরকার ও নার্সিং কাউন্সিল কর্তৃক অনুমোদিত মার্কস নার্সিং কলেজে ০৩ (তিন) বছর মেয়াদী ডিপ্লোমা ইন নার্সিং সায়েন্স এন্ড মিডওয়াইফারী কোর্সে ২০১৬-২০১৭ শিক্ষা বর্ষে ছাত্র-ছাত্রী ভর্তির জন্য দরখাস্ত আহ্বান করা যাচ্ছে। সরকার ও নার্সিং কাউন্সিলের নিয়ম মোতাবেক ভর্তি করা হবে। [987, 640, 1537, 662]
ek-polok-credit: —নারায়ণগঞ্জ প্রতিনিধি [24, 289, 107, 299]
table-cell: ১ [203, 2230, 239, 2240]
table-cell: সংশ্লিষ্ট কাজে ১০ বছরের বাস্তব অভিজ্ঞতা থাকতে হবে [416, 2143, 581, 2153]
japan-top: Study · Work & Citizenship in [294, 1349, 454, 1361]
table-cell: ০৩ টি [1155, 1362, 1203, 1429]
niyog-small-addr[interactable]: ঠিকানা: প্রাইভেসি টাওয়ার (২য় তলা), বাড়ি নং ১৯, সড়ক ১৭, বনানী, ঢাকা-১২১৩। e-mail: hgcareer2016@gmail.com [601, 1575, 910, 1596]
chuadanga-body: চুয়াডাঙ্গার জীবননগর উপজেলায় পুলিশের সঙ্গে কথিত বন্দুকযুদ্ধে দুজন নিহত হয়েছেন। বৃহস্পতিবার ভোরে উপজেলার দেহাটি গ্রামের মাঠে এ ঘটনা ঘটে। নিহতরা হলেন মফিজুর রহমান পারভেজ (৩২) ও আকবর আলী (২৮)। পুলিশের দাবি, নিহতরা একাধিক হত্যা ও অস্ত্র মামলার আসামি। গোপন সংবাদের ভিত্তিতে পুলিশ সেখানে অভিযান চালালে সন্ত্রাসীরা পুলিশকে লক্ষ্য করে গুলি ছোড়ে। আত্মরক্ষার্থে পুলিশও পাল্টা গুলি ছোড়ে। পরে ঘটনাস্থল থেকে গুলিবিদ্ধ অবস্থায় দুজনকে উদ্ধার করে হাসপাতালে নেওয়া হলে কর্তব্যরত চিকিৎসক তাদের মৃত ঘোষণা করেন। ঘটনাস্থল থেকে একটি পাইপগান, দুটি গুলি ও তিনটি রামদা উদ্ধার করা হয়েছে। এ ঘটনায় পুলিশের তিন সদস্য আহত হয়েছেন। [422, 659, 764, 765]
table-cell: সংশ্লিষ্ট কাজে ০৩ বছরের বাস্তব অভিজ্ঞতা থাকতে হবে [416, 2172, 581, 2182]
needle-intro: ১০০ ভাগ রপ্তানীমুখী সম্পূর্ণ কমপ্লায়েন্ট শার্ট উৎপাদনকারী প্রতিষ্ঠান নিডেল ড্রপ লিমিটেড এর নিম্নলিখিত পদে নিয়োগের জন্য যোগ্য ও অভিজ্ঞ প্রার্থীদের নিকট হতে দরখাস্ত আহ্বান করা যাচ্ছে। [30, 2097, 569, 2117]
group-photo [31, 1247, 191, 1361]
facebook-url[interactable]: facebook.com/ScholarsUniversityAdmissionCoaching [31, 743, 188, 759]
table-cell: হিসাব রক্ষক বেতন স্কেল: ১১৩০০-২৭৩০০/- (গ্রেড-১২) [1026, 1004, 1155, 1071]
lead-body-right: পঞ্চগড় সদর উপজেলার চারটি স্কুল মাঠে সপ্তাহের নির্দিষ্ট দিনে নিয়মিত বসছে হাট। হাটের দিন নিয়ম বহির্ভূতভাবে আগেই শিক্ষার্থীদের ছুটি দেওয়া হয়। ফলে ব্যাহত হচ্ছে শিক্ষার্থীদের পাঠদান। মাঠে হাট বসায় শিক্ষার্থীরা খেলাধুলা করতে পারছে না। সরেজমিন দেখা গেছে, কামাত কাজলদিঘী ইউনিয়নের ধাক্কামারা উচ্চ বিদ্যালয়, টুনিরহাট মাধ্যমিক বিদ্যালয় ও প্রাথমিক বিদ্যালয় মাঠে বসে হাট। সপ্তাহের দুই দিন বসে এ হাট। স্কুলের মাঠে হাট বসায় ক্লাস চলাকালীন সময়ে হৈচৈ হয়। স্কুল কর্তৃপক্ষ বিষয়টি একাধিকবার উপজেলা প্রশাসনকে জানালেও কোনো কাজ হয়নি বলে জানান প্রধান শিক্ষকরা। হাটের ইজারাদাররা জানান, প্রশাসনের সহায়তায় দীর্ঘদিন ধরে এ হাট পরিচালিত হচ্ছে। বিদ্যালয় পরিচালনা কমিটির সদস্যরা জানান, শিশুদের পড়াশোনা ও মাঠের পরিবেশ রক্ষায় হাট অন্যত্র সরিয়ে নেওয়া জরুরি। উপজেলা নির্বাহী কর্মকর্তা বলেন, বিষয়টি খতিয়ে দেখে দ্রুত ব্যবস্থা নেওয়া হবে। [591, 243, 764, 499]
table-cell: ঐ [1430, 1217, 1536, 1296]
table-cell: ০১ টি [1155, 1296, 1203, 1362]
feat-item: ● মাল্টিমিডিয়া প্রজেক্টরের মাধ্যমে শিক্ষাদান, Wi-Fi সুবিধা আছে [306, 2013, 509, 2022]
marks-nursing-qual: ● ২০১২, ২০১৩, ২০১৪ ইং সালে অনূর্ধ্ব এসএসসি ও ২০১৪, ২০১৫, ২০১৬ ইং সালে এইচএসসি পরীক্ষায় উত্তীর্ণ প্রার্থী। ● বিজ্ঞান বিভাগে উত্তীর্ণদের অগ্রাধিকার দেওয়া হবে। ● অবিবাহিত, মানসিক ও শারীরিক সুস্থতা থাকতে হবে। ● বিদেশী শিক্ষার্থীদের বিশেষ সুবিধা দেওয়া হবে। ● সীমিত আসনে ভর্তি চলছে। ● নিজস্ব ও দক্ষ শিক্ষক দ্বারা পাঠদান ও হাসপাতালে সার্বক্ষণিক ব্যবহারিক প্রশিক্ষণ। ● কোর্স শেষে চাকরির সুযোগ। [987, 683, 1537, 717]
table-cell: ৭ [31, 2191, 62, 2201]
parbatipur-headline[interactable]: পার্বতীপুরে নদীর বালুতে চাপা পড়ে দুই ছাত্রীর মৃত্যু [1012, 131, 1307, 183]
term-item: ১০। আবেদনপত্রের খামের উপরে পদের নাম ও ক্রমিক নম্বর স্পষ্টভাবে উল্লেখ করতে হবে। [989, 1675, 1299, 1686]
table-cell: (ক) স্বীকৃত বোর্ড হতে উচ্চমাধ্যমিক সার্টিফিকেট (এইচএসসি) বা সমমানের পরীক্ষায় উত্তীর্ণ। (খ) কম্পিউটার প্রশিক্ষণ প্রাপ্ত এবং টাইপিং সর্বনিম্ন গতি প্রতি মিনিটে ইংরেজিতে ২০ এবং বাংলায় ২০ শব্দ এবং ই-মেইল ও ফ্যাক্স পরিচালনায় দক্ষতা থাকতে হবে। [1203, 1138, 1430, 1217]
doctor-title: ডাক্তার ও ডিপ্লোমা নার্স আবশ্যক [698, 1349, 963, 1372]
doctor-body: প্রতিষ্ঠিত হাসপাতালের জন্য সকাল ৮টা হতে বিকাল ৫টা পর্যন্ত কাজ করতে ইচ্ছুক এমবিবিএস (পুরুষ/মহিলা) ডাক্তার ও ডিপ্লোমা নার্স (মহিলা) আবশ্যক। আকর্ষণীয় বেতন দেওয়া হবে। [698, 1377, 963, 1415]
table-cell: ২ [990, 1071, 1026, 1138]
khulna-headline[interactable]: খুলনায় অস্ত্রসহ ৬ জলদস্যু আটক [225, 1130, 394, 1172]
qual-label: ভর্তির যোগ্যতা: [31, 1965, 97, 1977]
masthead [24, 24, 1544, 119]
